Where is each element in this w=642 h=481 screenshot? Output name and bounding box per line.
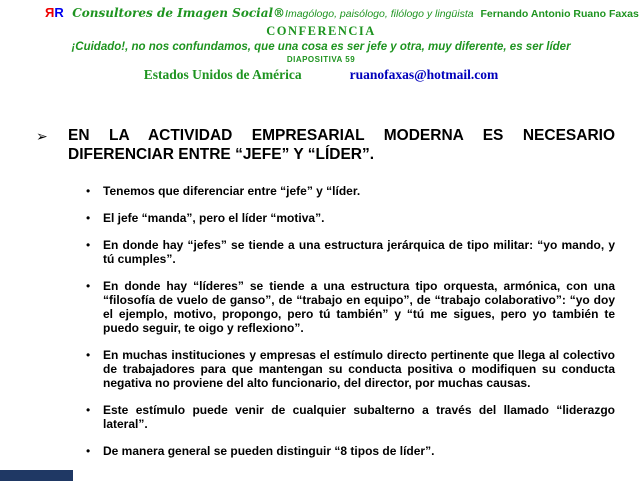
author-block [285, 8, 639, 20]
footer-bar [0, 470, 73, 481]
bullet-text: En donde hay “jefes” se tiende a una estructura jerárquica de tipo militar: “yo mando, y tú cumples”. [103, 237, 615, 266]
heading-row [36, 127, 615, 165]
list-item [86, 211, 615, 225]
bullet-icon: • [86, 210, 91, 225]
bullet-icon: • [86, 348, 91, 363]
header-bottom-line [0, 67, 642, 83]
bullet-text: Tenemos que diferenciar entre “jefe” y “líder. [103, 183, 361, 198]
brand-name: Consultores de Imagen Social® [72, 6, 286, 20]
slide-number-label: DIAPOSITIVA 59 [286, 55, 356, 64]
bullet-icon: • [86, 183, 91, 198]
bullet-text: El jefe “manda”, pero el líder “motiva”. [103, 210, 325, 225]
author-name: Fernando Antonio Ruano Faxas [480, 8, 639, 20]
slide-tagline: ¡Cuidado!, no nos confundamos, que una cosa es ser jefe y otra, muy diferente, es ser líder [71, 41, 571, 53]
list-item [86, 444, 615, 458]
bullet-icon: • [86, 278, 91, 293]
bullet-icon: • [86, 237, 91, 252]
author-roles: Imagólogo, paisólogo, filólogo y lingüista [285, 8, 474, 20]
conference-label: CONFERENCIA [266, 24, 376, 38]
brand-block [45, 4, 285, 22]
bullet-text: Este estímulo puede venir de cualquier subalterno a través del llamado “liderazgo lateral”. [103, 403, 615, 432]
list-item [86, 184, 615, 198]
slide-header [0, 0, 642, 83]
logo-letter-reversed-r: Я [45, 5, 55, 20]
bullet-text: De manera general se pueden distinguir “8 tipos de líder”. [103, 444, 435, 459]
bullet-text: En donde hay “líderes” se tiende a una estructura tipo orquesta, armónica, con una “filosofía de vuelo de ganso”, de “trabajo en equipo”, de “trabajo colaborativo”: “yo doy el ejemplo, motivo, propongo, pero tú también” y “tú me sigues, pero yo también te puedo seguir, te oigo y reflexiono”. [103, 278, 615, 336]
bullet-icon: • [86, 444, 91, 459]
logo-letter-r: R [54, 5, 64, 20]
bullet-icon: • [86, 403, 91, 418]
company-logo [45, 5, 64, 20]
email-link[interactable]: ruanofaxas@hotmail.com [349, 67, 499, 82]
slide-title: EN LA ACTIVIDAD EMPRESARIAL MODERNA ES NECESARIO DIFERENCIAR ENTRE “JEFE” Y “LÍDER”. [68, 127, 615, 163]
country-label: Estados Unidos de América [143, 67, 302, 82]
bullet-text: En muchas instituciones y empresas el estímulo directo pertinente que llega al colectivo de trabajadores para que mantengan su conducta positiva o modifiquen su conducta negativa no proviene del alto funcionario, del director, por muchas causas. [103, 348, 615, 391]
header-top-line [0, 4, 642, 22]
slide-body [36, 127, 615, 458]
arrow-bullet-icon: ➢ [36, 128, 48, 144]
list-item [86, 403, 615, 431]
bullet-list [86, 184, 615, 458]
list-item [86, 348, 615, 390]
list-item [86, 279, 615, 335]
list-item [86, 238, 615, 266]
